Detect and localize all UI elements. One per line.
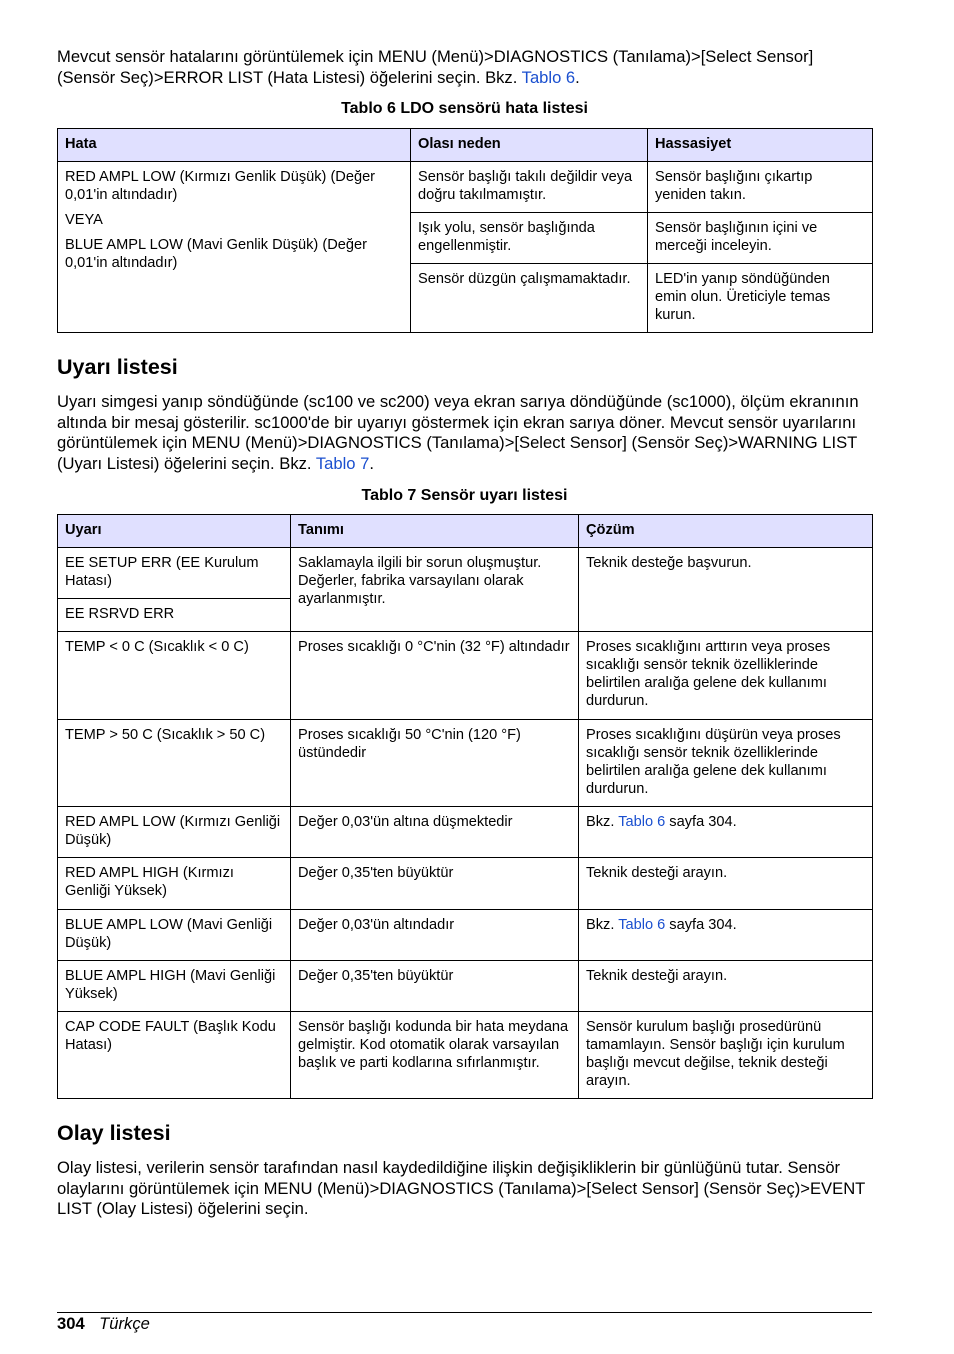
table7-fix [579, 910, 873, 961]
event-paragraph: Olay listesi, verilerin sensör tarafından nasıl kaydedildiğine ilişkin değişikliklerin bir günlüğünü tutar. Sensör olaylarını görüntülemek için MENU (Menü)>DIAGNOSTICS (Tanılama)>[Select Sensor] (Sensör Seç)>EVENT LIST (Olay Listesi) öğelerini seçin. [57, 1158, 866, 1218]
table6-header-neden: Olası neden [411, 129, 648, 162]
tablo7-link[interactable]: Tablo 7 [315, 453, 370, 473]
table6-fix: Sensör başlığının içini ve merceği inceleyin. [648, 213, 873, 264]
table7 [57, 514, 873, 1099]
table7-desc: Sensör başlığı kodunda bir hata meydana gelmiştir. Kod otomatik olarak varsayılan başlık ve parti kodlarına sıfırlanmıştır. [291, 1012, 579, 1099]
tablo6-link[interactable]: Tablo 6 [618, 814, 666, 830]
warning-text: Uyarı simgesi yanıp söndüğünde (sc100 ve sc200) veya ekran sarıya döndüğünde (sc1000), ölçüm ekranının altında bir mesaj gösterilir. sc1000'de bir uyarıyı göstermek için ekran sarıya döner. Mevcut sensör uyarılarını görüntülemek için MENU (Menü)>DIAGNOSTICS (Tanılama)>[Select Sensor] (Sensör Seç)>WARNING LIST (Uyarı Listesi) öğelerini seçin. Bkz. [57, 392, 859, 473]
table-row [58, 858, 873, 910]
table6-cause: Sensör düzgün çalışmamaktadır. [411, 264, 648, 333]
tablo6-link[interactable]: Tablo 6 [521, 67, 576, 87]
table-row [58, 807, 873, 858]
table-row [58, 1012, 873, 1099]
table6-fix: Sensör başlığını çıkartıp yeniden takın. [648, 162, 873, 213]
table7-desc: Proses sıcaklığı 0 °C'nin (32 °F) altındadır [291, 632, 579, 720]
fix-text: sayfa 304. [665, 917, 737, 933]
fix-text: Bkz. [586, 917, 619, 933]
table-row [58, 162, 873, 213]
table7-header-tanimi: Tanımı [291, 515, 579, 548]
intro-text: Mevcut sensör hatalarını görüntülemek için MENU (Menü)>DIAGNOSTICS (Tanılama)>[Select Sensor] (Sensör Seç)>ERROR LIST (Hata Listesi) öğelerini seçin. Bkz. [57, 47, 814, 87]
table7-header-cozum: Çözüm [579, 515, 873, 548]
table7-warning: TEMP > 50 C (Sıcaklık > 50 C) [58, 720, 291, 807]
table7-desc: Değer 0,03'ün altına düşmektedir [291, 807, 579, 858]
table7-warning: EE RSRVD ERR [58, 599, 291, 632]
table6-fix: LED'in yanıp söndüğünden emin olun. Üreticiyle temas kurun. [648, 264, 873, 333]
table7-desc: Saklamayla ilgili bir sorun oluşmuştur. Değerler, fabrika varsayılanı olarak ayarlanmıştır. [291, 548, 579, 632]
table7-warning: BLUE AMPL HIGH (Mavi Genliği Yüksek) [58, 961, 291, 1012]
table7-fix: Teknik desteği arayın. [579, 858, 873, 910]
table7-warning: CAP CODE FAULT (Başlık Kodu Hatası) [58, 1012, 291, 1099]
table6 [57, 128, 873, 333]
table7-desc: Değer 0,35'ten büyüktür [291, 961, 579, 1012]
intro-paragraph [57, 47, 872, 88]
table6-caption: Tablo 6 LDO sensörü hata listesi [341, 100, 588, 117]
table7-fix: Proses sıcaklığını arttırın veya proses sıcaklığı sensör teknik özelliklerinde belirtilen aralığa gelene dek kullanımı durdurun. [579, 632, 873, 720]
warning-paragraph [57, 392, 872, 474]
footer-language: Türkçe [99, 1314, 150, 1333]
fix-text: Bkz. [586, 814, 619, 830]
page-number: 304 [57, 1314, 85, 1333]
table7-fix [579, 807, 873, 858]
table7-warning: TEMP < 0 C (Sıcaklık < 0 C) [58, 632, 291, 720]
tablo6-link[interactable]: Tablo 6 [618, 917, 666, 933]
table6-header-hata: Hata [58, 129, 411, 162]
table6-cause: Işık yolu, sensör başlığında engellenmiştir. [411, 213, 648, 264]
error-line: VEYA [65, 212, 103, 228]
warning-end: . [369, 453, 374, 473]
event-section-heading: Olay listesi [57, 1121, 171, 1145]
table-row [58, 961, 873, 1012]
error-line: RED AMPL LOW (Kırmızı Genlik Düşük) (Değer 0,01'in altındadır) [65, 169, 376, 203]
table7-warning: EE SETUP ERR (EE Kurulum Hatası) [58, 548, 291, 599]
intro-end: . [575, 67, 580, 87]
fix-text: sayfa 304. [665, 814, 737, 830]
table6-cause: Sensör başlığı takılı değildir veya doğru takılmamıştır. [411, 162, 648, 213]
table7-header-uyari: Uyarı [58, 515, 291, 548]
table-row [58, 720, 873, 807]
table7-caption: Tablo 7 Sensör uyarı listesi [361, 487, 568, 504]
error-line: BLUE AMPL LOW (Mavi Genlik Düşük) (Değer 0,01'in altındadır) [65, 237, 367, 271]
table-row [58, 910, 873, 961]
warning-section-heading: Uyarı listesi [57, 355, 178, 379]
table6-header-hassasiyet: Hassasiyet [648, 129, 873, 162]
table6-error-cell [58, 162, 411, 333]
table7-desc: Değer 0,35'ten büyüktür [291, 858, 579, 910]
table-row [58, 548, 873, 599]
table7-header-row [58, 515, 873, 548]
table7-warning: RED AMPL HIGH (Kırmızı Genliği Yüksek) [58, 858, 291, 910]
table-row [58, 632, 873, 720]
table7-warning: BLUE AMPL LOW (Mavi Genliği Düşük) [58, 910, 291, 961]
table7-fix: Teknik desteği arayın. [579, 961, 873, 1012]
table7-warning: RED AMPL LOW (Kırmızı Genliği Düşük) [58, 807, 291, 858]
table7-desc: Değer 0,03'ün altındadır [291, 910, 579, 961]
page-footer [57, 1312, 872, 1334]
table7-desc: Proses sıcaklığı 50 °C'nin (120 °F) üstündedir [291, 720, 579, 807]
table6-header-row [58, 129, 873, 162]
table7-fix: Sensör kurulum başlığı prosedürünü tamamlayın. Sensör başlığı için kurulum başlığı mevcut değilse, teknik desteği arayın. [579, 1012, 873, 1099]
table7-fix: Teknik desteğe başvurun. [579, 548, 873, 632]
table7-fix: Proses sıcaklığını düşürün veya proses sıcaklığı sensör teknik özelliklerinde belirtilen aralığa gelene dek kullanımı durdurun. [579, 720, 873, 807]
